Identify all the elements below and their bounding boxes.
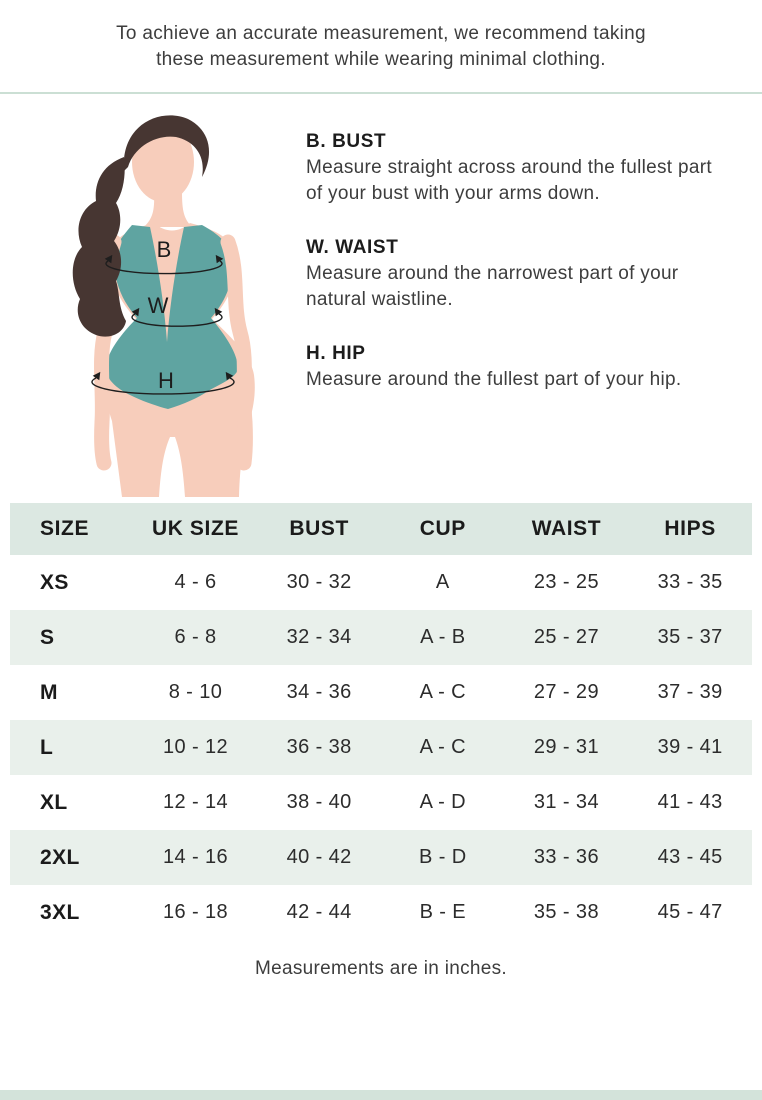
measurement-instructions <box>306 107 726 421</box>
size-label-cell: L <box>10 720 134 775</box>
measurement-cell: A - D <box>419 791 467 813</box>
intro-line-2: these measurement while wearing minimal clothing. <box>156 49 606 70</box>
table-row <box>10 610 752 665</box>
measurement-cell: 38 - 40 <box>286 791 352 813</box>
hip-section-body: Measure around the fullest part of your hip. <box>306 369 682 390</box>
bust-section-title: B. BUST <box>306 131 387 152</box>
size-label-cell: M <box>40 680 58 704</box>
column-header: HIPS <box>628 503 752 555</box>
figure-illustration <box>62 107 302 497</box>
measurement-cell: 10 - 12 <box>134 720 258 775</box>
measurement-cell: 29 - 31 <box>505 720 629 775</box>
size-label-cell: 3XL <box>40 900 80 924</box>
column-header: WAIST <box>505 503 629 555</box>
measurement-cell: 6 - 8 <box>134 610 258 665</box>
measurement-cell: B - D <box>381 830 505 885</box>
table-row <box>10 555 752 610</box>
bust-letter: B <box>156 237 172 262</box>
measurement-cell: A - B <box>381 610 505 665</box>
waist-letter: W <box>147 293 169 318</box>
table-row <box>10 830 752 885</box>
measurement-guide <box>0 94 762 497</box>
measurement-cell: 45 - 47 <box>657 901 723 923</box>
measurement-cell: A <box>435 571 450 593</box>
size-label-cell: XL <box>40 790 68 814</box>
bottom-accent-bar <box>0 1090 762 1100</box>
measurement-cell: 41 - 43 <box>657 791 723 813</box>
waist-section-body: Measure around the narrowest part of your natural waistline. <box>306 263 679 310</box>
measurement-cell: 35 - 38 <box>533 901 599 923</box>
size-table <box>10 503 752 940</box>
table-row <box>10 720 752 775</box>
measurement-cell: B - E <box>419 901 467 923</box>
measurement-cell: A - C <box>419 681 467 703</box>
hip-section-title: H. HIP <box>306 343 366 364</box>
waist-section-title: W. WAIST <box>306 237 399 258</box>
measurement-cell: 42 - 44 <box>286 901 352 923</box>
table-row <box>10 885 752 940</box>
bust-section-body: Measure straight across around the fullest part of your bust with your arms down. <box>306 157 712 204</box>
measurement-cell: 32 - 34 <box>257 610 381 665</box>
column-header: UK SIZE <box>134 503 258 555</box>
measurement-cell: 23 - 25 <box>533 571 599 593</box>
measurement-cell: 31 - 34 <box>533 791 599 813</box>
measurement-cell: 16 - 18 <box>162 901 229 923</box>
measurement-cell: 33 - 36 <box>505 830 629 885</box>
body-figure-svg <box>62 107 302 497</box>
column-header: SIZE <box>10 503 134 555</box>
measurement-cell: 40 - 42 <box>257 830 381 885</box>
measurement-cell: 36 - 38 <box>257 720 381 775</box>
size-label-cell: XS <box>40 570 69 594</box>
measurement-cell: 8 - 10 <box>168 681 223 703</box>
measurement-cell: 14 - 16 <box>134 830 258 885</box>
measurement-cell: 30 - 32 <box>286 571 352 593</box>
size-label-cell: S <box>10 610 134 665</box>
measurement-cell: 4 - 6 <box>174 571 217 593</box>
column-header: BUST <box>257 503 381 555</box>
column-header: CUP <box>381 503 505 555</box>
measurement-cell: 33 - 35 <box>657 571 723 593</box>
measurement-cell: 39 - 41 <box>628 720 752 775</box>
intro-text <box>0 0 762 73</box>
measurement-cell: 34 - 36 <box>286 681 352 703</box>
intro-line-1: To achieve an accurate measurement, we recommend taking <box>116 23 646 44</box>
measurement-cell: A - C <box>381 720 505 775</box>
size-label-cell: 2XL <box>10 830 134 885</box>
size-table-head <box>10 503 752 555</box>
table-row <box>10 665 752 720</box>
size-table-body <box>10 555 752 940</box>
measurement-cell: 27 - 29 <box>533 681 599 703</box>
table-header-row <box>10 503 752 555</box>
table-row <box>10 775 752 830</box>
measurement-cell: 25 - 27 <box>505 610 629 665</box>
measurement-cell: 35 - 37 <box>628 610 752 665</box>
measurement-cell: 12 - 14 <box>162 791 229 813</box>
measurement-cell: 43 - 45 <box>628 830 752 885</box>
hip-letter: H <box>158 368 174 393</box>
footnote: Measurements are in inches. <box>254 958 508 979</box>
measurement-cell: 37 - 39 <box>657 681 723 703</box>
